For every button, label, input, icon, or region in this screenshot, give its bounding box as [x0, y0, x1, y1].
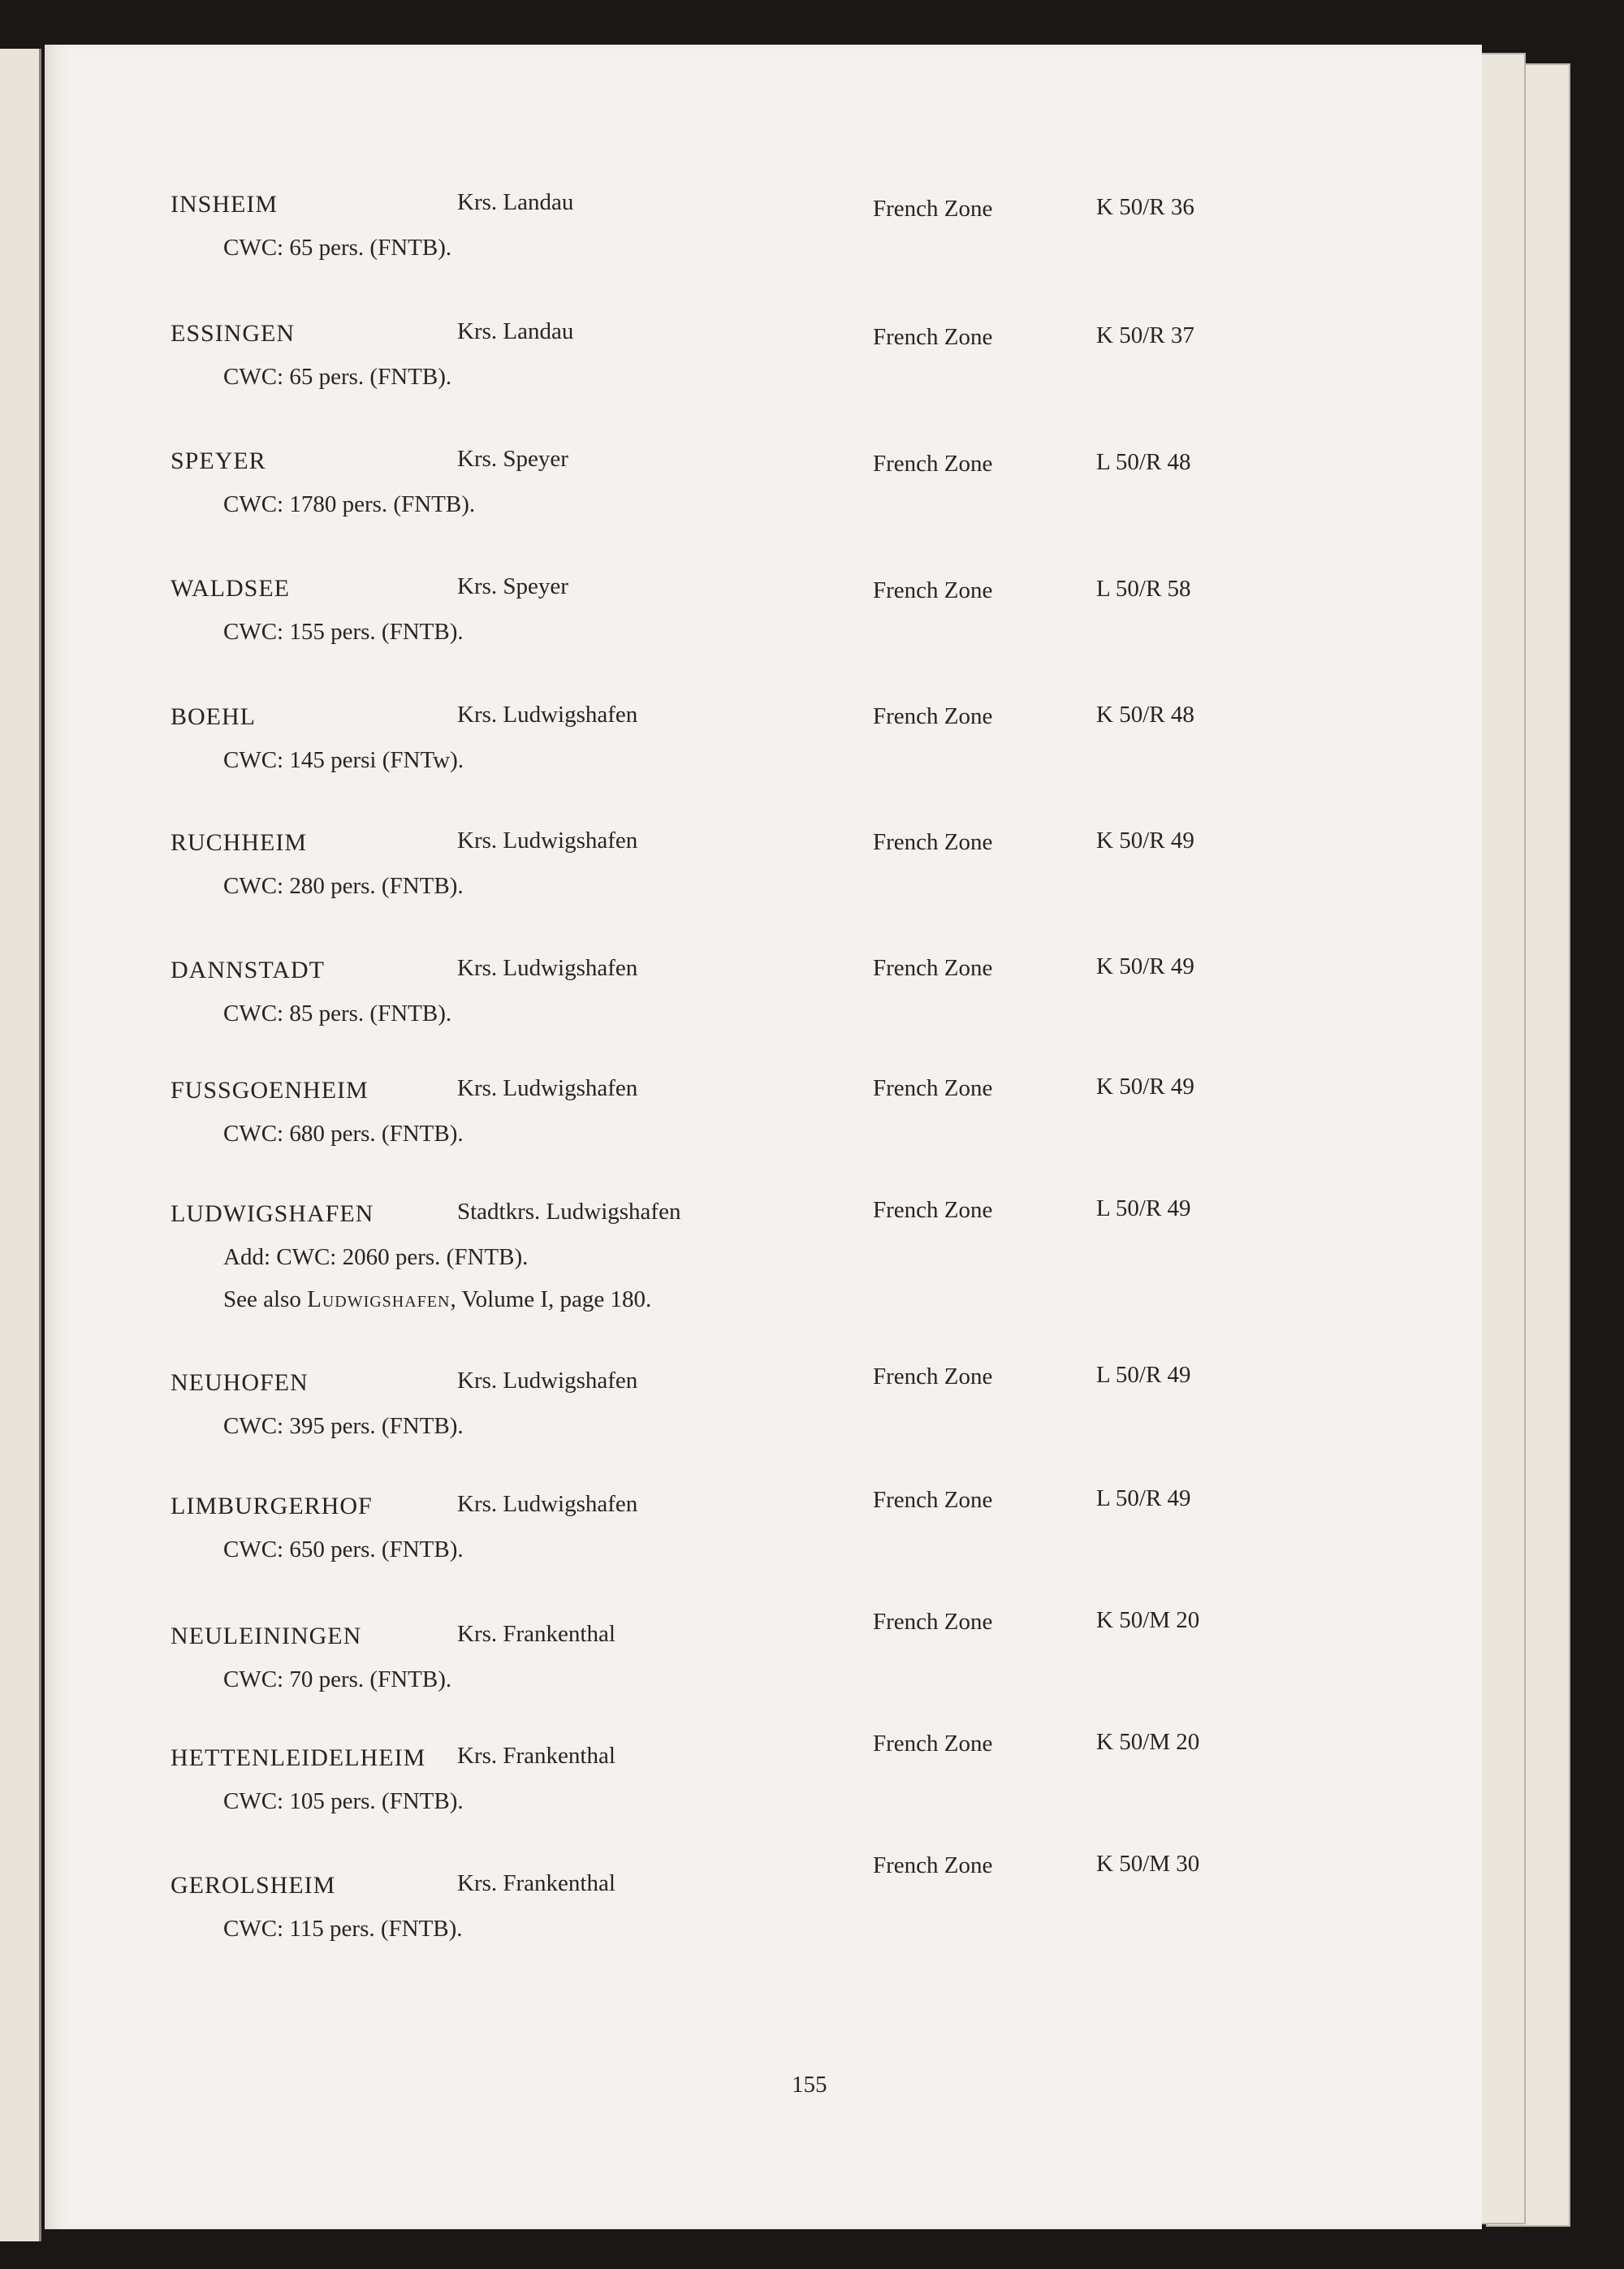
- grid-reference: K 50/R 49: [1096, 953, 1194, 979]
- zone: French Zone: [873, 1487, 993, 1513]
- entry-detail: CWC: 650 pers. (FNTB).: [223, 1536, 464, 1562]
- grid-reference: L 50/R 48: [1096, 449, 1191, 475]
- entry-detail: CWC: 65 pers. (FNTB).: [223, 235, 452, 261]
- district: Krs. Frankenthal: [457, 1870, 615, 1896]
- grid-reference: K 50/M 20: [1096, 1729, 1200, 1755]
- entry-detail: CWC: 680 pers. (FNTB).: [223, 1121, 464, 1147]
- district: Krs. Ludwigshafen: [457, 828, 638, 854]
- place-name: SPEYER: [171, 447, 266, 474]
- district: Krs. Landau: [457, 318, 574, 344]
- grid-reference: L 50/R 58: [1096, 576, 1191, 602]
- zone: French Zone: [873, 829, 993, 855]
- zone: French Zone: [873, 1852, 993, 1878]
- district: Krs. Ludwigshafen: [457, 955, 638, 981]
- grid-reference: K 50/R 49: [1096, 828, 1194, 854]
- entry-detail: CWC: 70 pers. (FNTB).: [223, 1666, 452, 1692]
- place-name: LIMBURGERHOF: [171, 1493, 373, 1519]
- entry-detail: CWC: 105 pers. (FNTB).: [223, 1788, 464, 1814]
- entry-detail: CWC: 280 pers. (FNTB).: [223, 873, 464, 899]
- grid-reference: K 50/M 30: [1096, 1851, 1200, 1877]
- entry-detail: CWC: 65 pers. (FNTB).: [223, 364, 452, 390]
- place-name: INSHEIM: [171, 191, 278, 218]
- grid-reference: K 50/R 37: [1096, 322, 1194, 348]
- grid-reference: L 50/R 49: [1096, 1485, 1191, 1511]
- zone: French Zone: [873, 196, 993, 222]
- grid-reference: L 50/R 49: [1096, 1362, 1191, 1388]
- grid-reference: K 50/M 20: [1096, 1607, 1200, 1633]
- grid-reference: L 50/R 49: [1096, 1195, 1191, 1221]
- place-name: ESSINGEN: [171, 320, 296, 347]
- place-name: DANNSTADT: [171, 957, 325, 983]
- zone: French Zone: [873, 1197, 993, 1223]
- zone: French Zone: [873, 1731, 993, 1757]
- place-name: NEULEININGEN: [171, 1623, 362, 1649]
- district: Krs. Ludwigshafen: [457, 702, 638, 728]
- zone: French Zone: [873, 324, 993, 350]
- district: Stadtkrs. Ludwigshafen: [457, 1199, 681, 1225]
- zone: French Zone: [873, 955, 993, 981]
- entry-detail: CWC: 395 pers. (FNTB).: [223, 1413, 464, 1439]
- place-name: FUSSGOENHEIM: [171, 1077, 369, 1104]
- zone: French Zone: [873, 451, 993, 477]
- district: Krs. Ludwigshafen: [457, 1491, 638, 1517]
- district: Krs. Speyer: [457, 573, 568, 599]
- entry-detail: Add: CWC: 2060 pers. (FNTB).: [223, 1244, 529, 1270]
- place-name: NEUHOFEN: [171, 1369, 309, 1396]
- place-name: LUDWIGSHAFEN: [171, 1200, 374, 1227]
- document-page: [45, 45, 1482, 2229]
- district: Krs. Frankenthal: [457, 1621, 615, 1647]
- grid-reference: K 50/R 36: [1096, 194, 1194, 220]
- entry-detail: CWC: 155 pers. (FNTB).: [223, 619, 464, 645]
- district: Krs. Landau: [457, 189, 574, 215]
- see-also-suffix: , Volume I, page 180.: [450, 1286, 652, 1312]
- entry-detail: CWC: 115 pers. (FNTB).: [223, 1916, 463, 1942]
- see-also-ref: Ludwigshafen: [307, 1286, 451, 1312]
- place-name: GEROLSHEIM: [171, 1872, 336, 1899]
- district: Krs. Ludwigshafen: [457, 1075, 638, 1101]
- see-also-reference: [223, 1288, 651, 1312]
- district: Krs. Speyer: [457, 446, 568, 472]
- grid-reference: K 50/R 49: [1096, 1074, 1194, 1100]
- district: Krs. Ludwigshafen: [457, 1368, 638, 1394]
- zone: French Zone: [873, 1075, 993, 1101]
- place-name: WALDSEE: [171, 575, 290, 602]
- zone: French Zone: [873, 1609, 993, 1635]
- place-name: RUCHHEIM: [171, 829, 308, 856]
- district: Krs. Frankenthal: [457, 1743, 615, 1769]
- zone: French Zone: [873, 1364, 993, 1389]
- entry-detail: CWC: 85 pers. (FNTB).: [223, 1001, 452, 1026]
- see-also-prefix: See also: [223, 1286, 308, 1312]
- grid-reference: K 50/R 48: [1096, 702, 1194, 728]
- zone: French Zone: [873, 703, 993, 729]
- entry-detail: CWC: 1780 pers. (FNTB).: [223, 491, 476, 517]
- page-number: 155: [792, 2072, 827, 2098]
- entry-detail: CWC: 145 persi (FNTw).: [223, 747, 464, 773]
- previous-page-edge: [0, 49, 41, 2241]
- place-name: BOEHL: [171, 703, 256, 730]
- zone: French Zone: [873, 577, 993, 603]
- place-name: HETTENLEIDELHEIM: [171, 1744, 426, 1771]
